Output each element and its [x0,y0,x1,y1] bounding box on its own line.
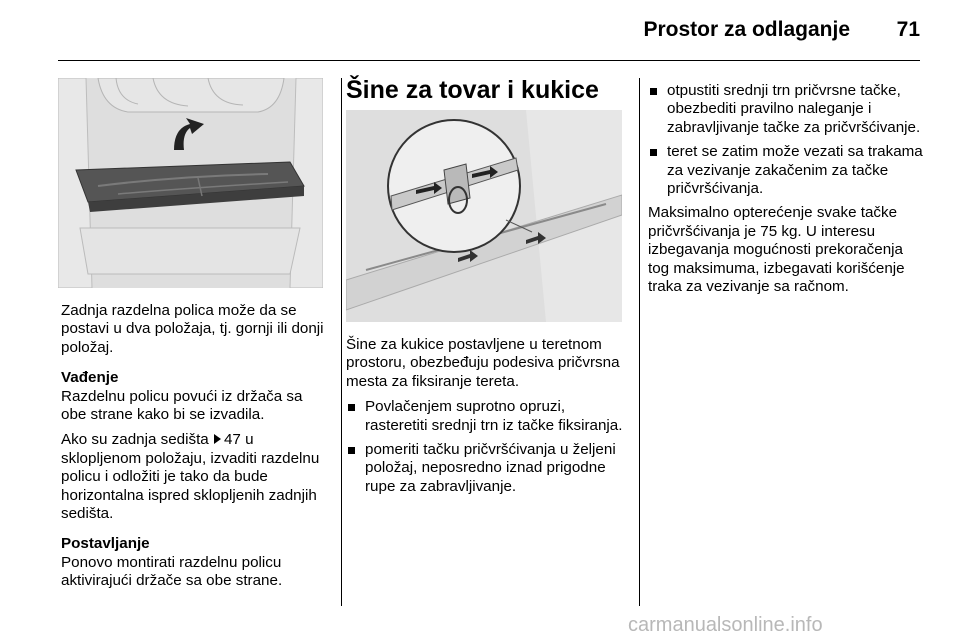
list-item [346,398,628,435]
right-column-text [648,82,923,303]
column-divider-left [341,78,342,606]
max-load-text: Maksimalno opterećenje svake tačke pričvršćivanja je 75 kg. U interesu izbegavanja mogućnosti prekoračenja tog maksimuma, izbegavati korišćenje traka za vezivanje sa račnom. [648,204,905,296]
rails-steps-list [648,82,923,198]
header-rule [58,60,920,61]
list-item-text: otpustiti srednji trn pričvrsne tačke, obezbediti pravilno naleganje i zabravljivanje tačke za pričvršćivanje. [667,82,921,136]
bullet-square-icon [348,404,355,411]
bullet-square-icon [650,88,657,95]
list-item [346,441,628,496]
folded-seats-page-ref[interactable]: 47 [223,431,241,449]
folded-seats-text [61,431,329,523]
install-text: Ponovo montirati razdelnu policu aktivirajući držače sa obe strane. [61,553,283,590]
watermark: carmanualsonline.info [628,614,823,636]
list-item [648,143,923,198]
bullet-square-icon [348,447,355,454]
install-heading: Postavljanje [61,535,150,553]
list-item-text: teret se zatim može vezati sa trakama za vezivanje zakačenim za tačke pričvršćivanja. [667,143,923,198]
rails-bullet-list [346,398,628,496]
parcel-shelf-drawing [58,78,323,288]
removal-heading: Vađenje [61,369,119,387]
folded-seats-text-before: Ako su zadnja sedišta [61,431,213,449]
left-column-text [61,302,329,598]
rails-intro: Šine za kukice postavljene u teretnom prostoru, obezbeđuju podesiva pričvrsna mesta za fiksiranje tereta. [346,336,620,390]
triangle-ref-icon[interactable] [214,434,221,444]
load-rail-illustration [346,110,622,322]
page-header-title: Prostor za odlaganje [643,18,850,41]
list-item [648,82,923,137]
folded-seats-text-after: u sklopljenom položaju, izvaditi razdelnu policu i odložiti je tako da bude horizontalna ispred sklopljenih zadnjih sedišta. [61,431,320,523]
parcel-shelf-illustration [58,78,323,288]
list-item-text: Povlačenjem suprotno opruzi, rasteretiti srednji trn iz tačke fiksiranja. [365,398,623,434]
middle-column-text [346,336,628,502]
section-title: Šine za tovar i kukice [346,76,599,104]
column-divider-right [639,78,640,606]
page-number: 71 [896,18,920,41]
removal-text: Razdelnu policu povući iz držača sa obe strane kako bi se izvadila. [61,387,303,424]
list-item-text: pomeriti tačku pričvršćivanja u željeni položaj, neposredno iznad prigodne rupe za zabravljivanje. [365,441,616,495]
load-rail-drawing [346,110,622,322]
bullet-square-icon [650,149,657,156]
shelf-caption: Zadnja razdelna polica može da se postavi u dva položaja, tj. gornji ili donji položaj. [61,302,324,356]
